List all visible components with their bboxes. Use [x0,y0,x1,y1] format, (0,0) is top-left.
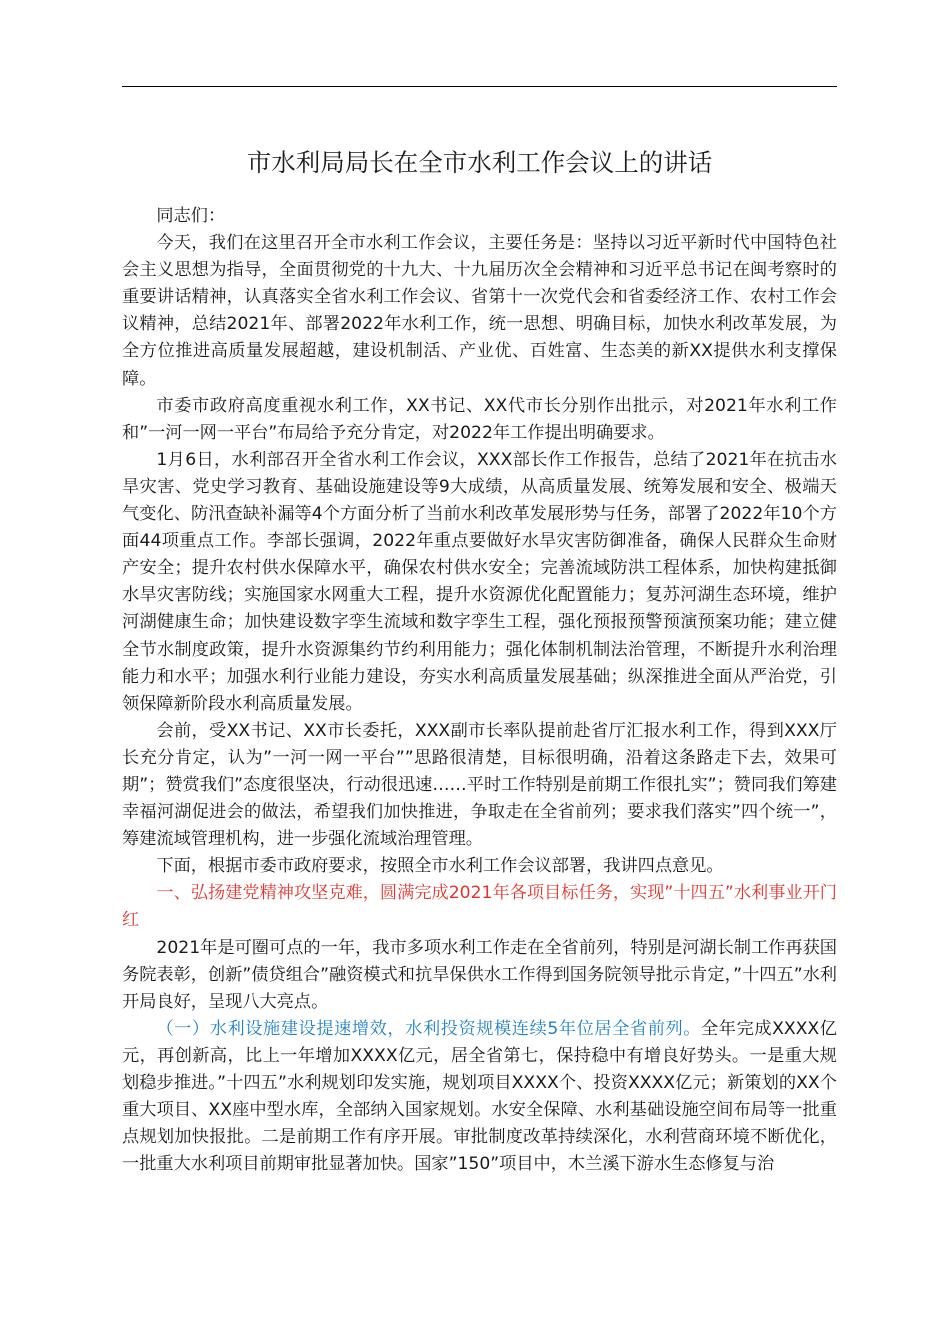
paragraph-infrastructure-text: 全年完成XXXX亿元，再创新高，比上一年增加XXXX亿元，居全省第七，保持稳中有增良好势头。一是重大规划稳步推进。”十四五”水利规划印发实施，规划项目XXXX个、投资XXXX亿元；新策划的XX个重大项目、XX座中型水库，全部纳入国家规划。水安全保障、水利基础设施空间布局等一批重点规划加快报批。二是前期工作有序开展。审批制度改革持续深化，水利营商环境不断优化，一批重大水利项目前期审批显著加快。国家”150”项目中，木兰溪下游水生态修复与治 [122,1018,837,1175]
document-body [122,203,837,1178]
paragraph-instructions: 市委市政府高度重视水利工作，XX书记、XX代市长分别作出批示，对2021年水利工作和”一河一网一平台”布局给予充分肯定，对2022年工作提出明确要求。 [122,395,837,443]
paragraph-pre-meeting: 会前，受XX书记、XX市长委托，XXX副市长率队提前赴省厅汇报水利工作，得到XXX厅长充分肯定，认为”一河一网一平台””思路很清楚，目标很明确，沿着这条路走下去，效果可期”；赞赏我们”态度很坚决，行动很迅速……平时工作特别是前期工作很扎实”；赞同我们筹建幸福河湖促进会的做法，希望我们加快推进，争取走在全省前列；要求我们落实”四个统一”，筹建流域管理机构，进一步强化流域治理管理。 [122,720,837,850]
paragraph-ministry-meeting: 1月6日，水利部召开全省水利工作会议，XXX部长作工作报告，总结了2021年在抗击水旱灾害、党史学习教育、基础设施建设等9大成绩，从高质量发展、统筹发展和安全、极端天气变化、防汛查缺补漏等4个方面分析了当前水利改革发展形势与任务，部署了2022年10个方面44项重点工作。李部长强调，2022年重点要做好水旱灾害防御准备，确保人民群众生命财产安全；提升农村供水保障水平，确保农村供水安全；完善流域防洪工程体系，加快构建抵御水旱灾害防线；实施国家水网重大工程，提升水资源优化配置能力；复苏河湖生态环境，维护河湖健康生命；加快建设数字孪生流域和数字孪生工程，强化预报预警预演预案功能；建立健全节水制度政策，提升水资源集约节约利用能力；强化体制机制法治管理，不断提升水利治理能力和水平；加强水利行业能力建设，夯实水利高质量发展基础；纵深推进全面从严治党，引领保障新阶段水利高质量发展。 [122,449,837,714]
paragraph-2021-review: 2021年是可圈可点的一年，我市多项水利工作走在全省前列，特别是河湖长制工作再获国务院表彰，创新”债贷组合”融资模式和抗旱保供水工作得到国务院领导批示肯定，”十四五”水利开局良好，呈现八大亮点。 [122,937,837,1012]
paragraph-infrastructure [122,1016,837,1179]
section-heading-1: 一、弘扬建党精神攻坚克难，圆满完成2021年各项目标任务，实现”十四五”水利事业开门红 [122,883,837,931]
paragraph-transition: 下面，根据市委市政府要求，按照全市水利工作会议部署，我讲四点意见。 [156,856,724,877]
header-rule [122,86,837,87]
salutation: 同志们： [156,206,226,226]
subsection-heading-1: （一）水利设施建设提速增效，水利投资规模连续5年位居全省前列。 [156,1018,702,1039]
paragraph-intro: 今天，我们在这里召开全市水利工作会议，主要任务是：坚持以习近平新时代中国特色社会主义思想为指导，全面贯彻党的十九大、十九届历次全会精神和习近平总书记在闽考察时的重要讲话精神，认真落实全省水利工作会议、省第十一次党代会和省委经济工作、农村工作会议精神，总结2021年、部署2022年水利工作，统一思想、明确目标，加快水利改革发展，为全方位推进高质量发展超越，建设机制活、产业优、百姓富、生态美的新XX提供水利支撑保障。 [122,233,837,389]
document-title: 市水利局局长在全市水利工作会议上的讲话 [246,148,713,177]
